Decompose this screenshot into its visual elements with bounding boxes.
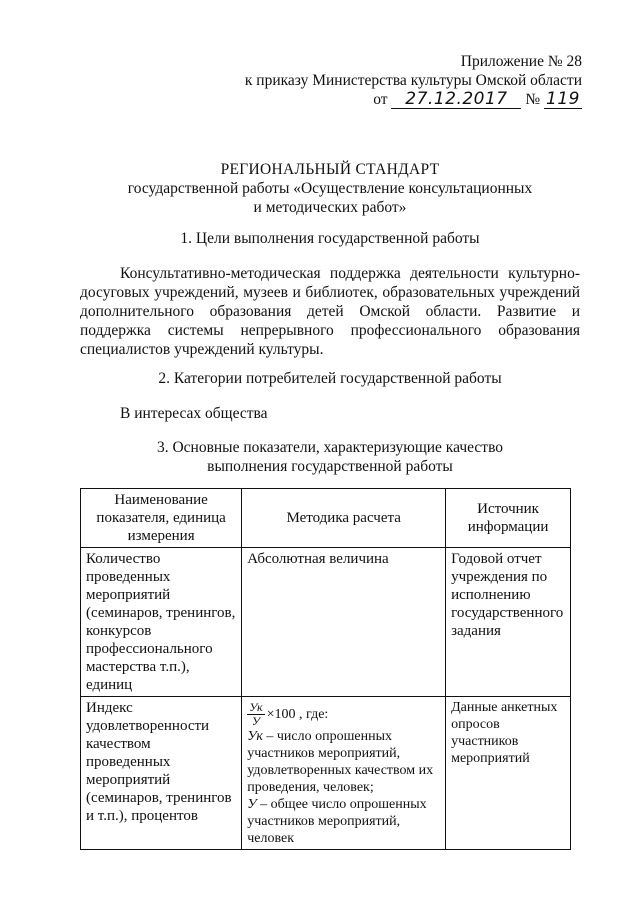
indicators-table — [80, 488, 571, 850]
table-row — [81, 697, 571, 850]
number-prefix: № — [525, 91, 541, 108]
formula-denominator: У — [251, 714, 260, 728]
table-header-cell: Наименование показателя, единица измерения — [81, 489, 242, 548]
table-row — [81, 548, 571, 697]
section-3-heading-line-1: 3. Основные показатели, характеризующие качество — [156, 439, 504, 456]
document-title — [80, 160, 580, 217]
table-cell-method: Абсолютная величина — [242, 548, 446, 697]
definition-text: – число опрошенных участников мероприятий, удовлетворенных качеством их проведения, человек; — [247, 729, 434, 795]
definition-symbol: У — [247, 797, 257, 812]
date-prefix: от — [373, 91, 388, 108]
appendix-label: Приложение № 28 — [460, 53, 582, 70]
section-1-text: Консультативно-методическая поддержка деятельности культурно-досуговых учреждений, музеев и библиотек, образовательных учреждений дополнительного образования детей Омской области. Развитие и поддержка системы непрерывного профессионального образования специалистов учреждений культуры. — [80, 265, 580, 358]
table-cell-name: Количество проведенных мероприятий (семинаров, тренингов, конкурсов профессионального мастерства т.п.), единиц — [81, 548, 242, 697]
section-3-heading-line-2: выполнения государственной работы — [207, 458, 453, 475]
definition-text: – общее число опрошенных участников мероприятий, человек — [247, 797, 427, 846]
table-header-row — [81, 489, 571, 548]
section-1-heading: 1. Цели выполнения государственной работы — [180, 230, 480, 247]
order-date-line — [202, 90, 582, 109]
section-2-heading: 2. Категории потребителей государственной работы — [158, 370, 502, 387]
title-line-2: государственной работы «Осуществление консультационных — [127, 180, 533, 197]
appendix-header — [202, 52, 582, 109]
table-header-cell: Методика расчета — [242, 489, 446, 548]
order-line: к приказу Министерства культуры Омской области — [244, 72, 582, 89]
formula-tail: ×100 , где: — [266, 707, 329, 722]
handwritten-date: 27.12.2017 — [391, 90, 521, 109]
table-header-cell: Источник информации — [446, 489, 571, 548]
table-cell-name: Индекс удовлетворенности качеством проведенных мероприятий (семинаров, тренингов и т.п.), процентов — [81, 697, 242, 850]
definition-symbol: Ук — [247, 729, 263, 744]
table-cell-method — [242, 697, 446, 850]
table-cell-source: Годовой отчет учреждения по исполнению государственного задания — [446, 548, 571, 697]
formula-definition-2 — [247, 796, 440, 847]
title-main: РЕГИОНАЛЬНЫЙ СТАНДАРТ — [220, 161, 440, 178]
formula — [247, 701, 328, 728]
section-2-text: В интересах общества — [120, 405, 268, 422]
title-line-3: и методических работ» — [253, 199, 407, 216]
formula-fraction — [247, 701, 264, 728]
table-cell-source: Данные анкетных опросов участников мероприятий — [446, 697, 571, 850]
formula-definition-1 — [247, 728, 440, 796]
section-3-heading — [80, 438, 580, 476]
formula-numerator: Ук — [249, 700, 263, 714]
handwritten-number: 119 — [544, 90, 582, 109]
